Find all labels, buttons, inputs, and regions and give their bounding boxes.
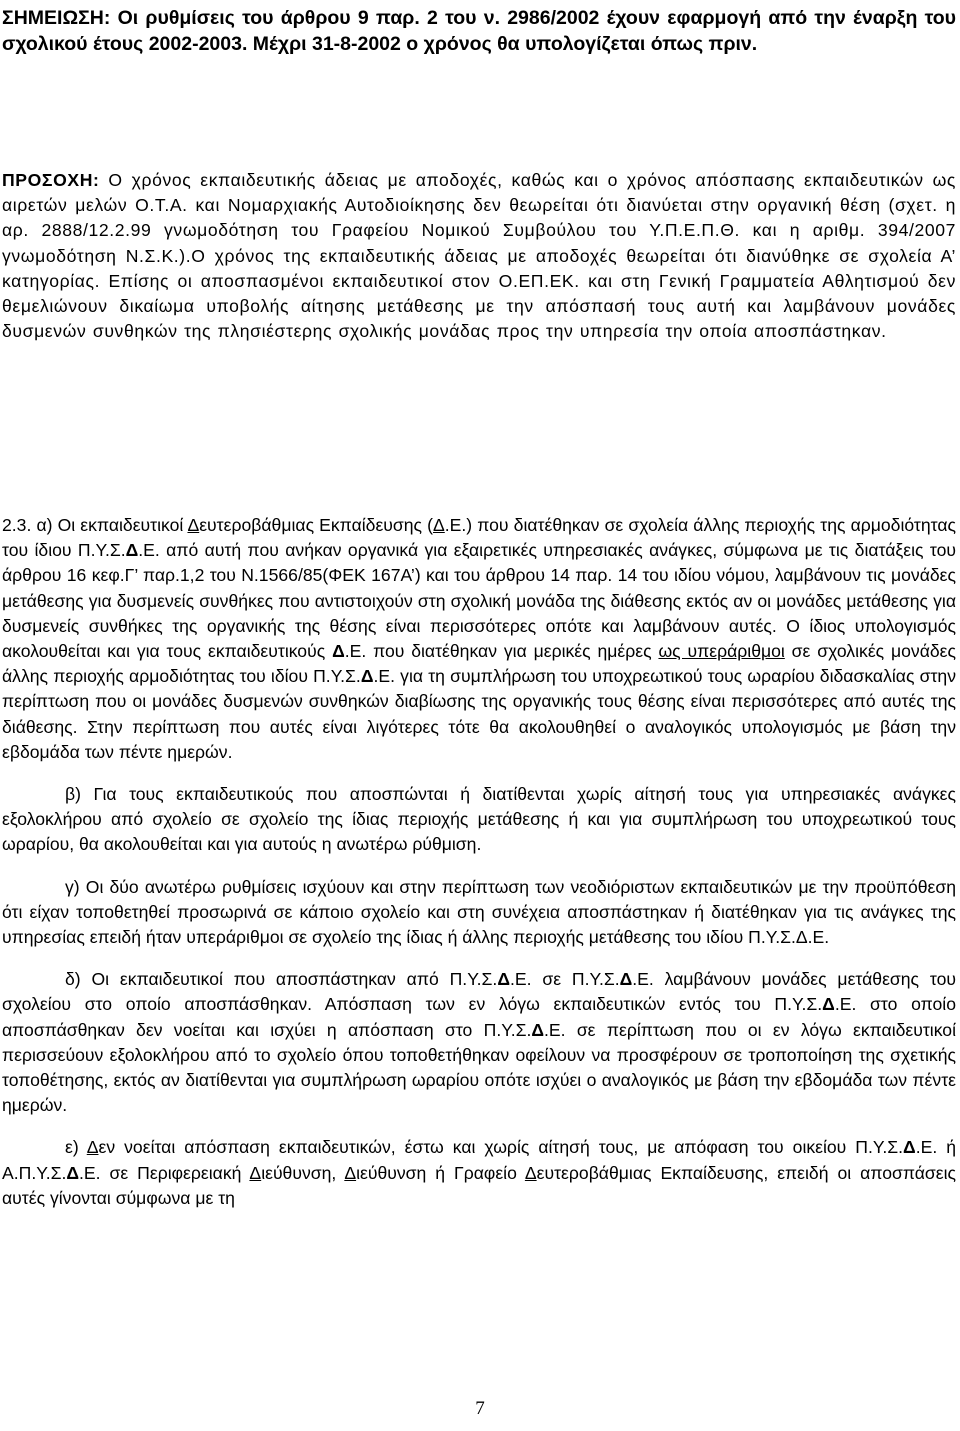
paragraph-b: β) Για τους εκπαιδευτικούς που αποσπώνται ή διατίθενται χωρίς αίτησή τους για υπηρεσιακές ανάγκες εξολοκλήρου από σχολείο σε σχολείο της ίδιας περιοχής μετάθεσης ή και για συμπλήρωση του υποχρεωτικού τους ωραρίου, θα ακολουθείται και για αυτούς η ανωτέρω ρύθμιση. xyxy=(2,784,956,855)
underlined-run: Δ xyxy=(524,1162,537,1183)
text-run: ιεύθυνση ή Γραφείο xyxy=(356,1162,525,1183)
bold-run: Δ xyxy=(822,994,835,1015)
text-run: .Ε. ή Α.Π.Υ.Σ. xyxy=(2,1137,956,1183)
text-run: σε σχολικές μονάδες άλλης περιοχής αρμοδιότητας του ιδίου Π.Υ.Σ. xyxy=(2,641,956,687)
text-run: ιεύθυνση, xyxy=(261,1162,345,1183)
text-run: .Ε. για τη συμπλήρωση του υποχρεωτικού τους ωραρίου διδασκαλίας στην περίπτωση που οι μονάδες δυσμενών συνθηκών διαβίωσης της οργανικής τους θέσης είναι περισσότερες από αυτές της διάθεσης. Στην περίπτωση που αυτές είναι λιγότερες τότε θα ακολουθηθεί ο αναλογικός υπολογισμός με βάση την εβδομάδα των πέντε ημερών. xyxy=(2,666,956,762)
paragraph-c: γ) Οι δύο ανωτέρω ρυθμίσεις ισχύουν και στην περίπτωση των νεοδιόριστων εκπαιδευτικών με την προϋπόθεση ότι είχαν τοποθετηθεί προσωρινά σε κάποιο σχολείο και στη συνέχεια αποσπάστηκαν ή διατέθηκαν για τις ανάγκες της υπηρεσίας επειδή ήταν υπεράριθμοι σε σχολείο της ίδιας ή άλλης περιοχής μετάθεσης του ιδίου Π.Υ.Σ.Δ.Ε. xyxy=(2,876,956,948)
page-number: 7 xyxy=(475,1398,485,1419)
text-run: ευτεροβάθμιας Εκπαίδευσης, επειδή οι αποσπάσεις αυτές γίνονται σύμφωνα με τη xyxy=(2,1162,957,1208)
text-run: .Ε. στο οποίο αποσπάσθηκαν δεν νοείται και ισχύει η απόσπαση στο Π.Υ.Σ. xyxy=(2,994,956,1040)
text-run: .Ε.) που διατέθηκαν σε σχολεία άλλης περιοχής της αρμοδιότητας του ίδιου Π.Υ.Σ. xyxy=(2,515,956,561)
attention-text: Ο χρόνος εκπαιδευτικής άδειας με αποδοχές, καθώς και ο χρόνος απόσπασης εκπαιδευτικών ως αιρετών μελών Ο.Τ.Α. και Νομαρχιακής Αυτοδιοίκησης δεν θεωρείται ότι διανύεται στην οργανική θέση (σχετ. η αρ. 2888/12.2.99 γνωμοδότηση του Γραφείου Νομικού Συμβούλου του Υ.Π.Ε.Π.Θ. και η αριθμ. 394/2007 γνωμοδότηση Ν.Σ.Κ.).Ο χρόνος της εκπαιδευτικής άδειας με αποδοχές θεωρείται ότι διανύθηκε σε σχολεία Α’ κατηγορίας. Επίσης οι αποσπασμένοι εκπαιδευτικοί στον Ο.ΕΠ.ΕΚ. και στη Γενική Γραμματεία Αθλητισμού δεν θεμελιώνουν δικαίωμα υποβολής αίτησης μετάθεσης με την απόσπασή τους αυτή και λαμβάνουν μονάδες δυσμενών συνθηκών της πλησιέστερης σχολικής μονάδας προς την υπηρεσία την οποία αποσπάστηκαν. xyxy=(2,170,956,342)
text-run: .Ε. που διατέθηκαν για μερικές ημέρες xyxy=(344,641,659,662)
text-run: .Ε. λαμβάνουν μονάδες μετάθεσης του σχολείου στο οποίο αποσπάσθηκαν. Απόσπαση των εν λόγω εκπαιδευτικών εντός του Π.Υ.Σ. xyxy=(2,969,956,1015)
note-label: ΣΗΜΕΙΩΣΗ: xyxy=(2,7,111,29)
bold-run: Δ xyxy=(619,969,633,990)
underlined-run: Δ xyxy=(344,1162,357,1183)
text-run: .Ε. σε Περιφερειακή xyxy=(79,1162,250,1183)
text-run: .Ε. σε Π.Υ.Σ. xyxy=(509,969,620,990)
text-run: 2.3. α) Οι εκπαιδευτικοί xyxy=(2,515,188,535)
text-run: δ) Οι εκπαιδευτικοί που αποσπάστηκαν από Π.Υ.Σ. xyxy=(65,969,498,990)
paragraph-d xyxy=(2,967,956,1118)
paragraph-e xyxy=(2,1135,956,1211)
underlined-run: Δ xyxy=(187,515,200,535)
spacer xyxy=(2,765,956,782)
bold-run: Δ xyxy=(332,641,345,662)
text-run: εν νοείται απόσπαση εκπαιδευτικών, έστω και χωρίς αίτησή τους, με απόφαση του οικείου Π.Υ.Σ. xyxy=(98,1137,904,1158)
underlined-run: ως υπεράριθμοι xyxy=(658,641,785,662)
text-run: .Ε. από αυτή που ανήκαν οργανικά για εξαιρετικές υπηρεσιακές ανάγκες, σύμφωνα με τις διατάξεις του άρθρου 16 κεφ.Γ’ παρ.1,2 του Ν.1566/85(ΦΕΚ 167Α’) και του άρθρου 14 παρ. 14 του ιδίου νόμου, λαμβάνουν τις μονάδες μετάθεσης για δυσμενείς συνθήκες που αντιστοιχούν στη σχολική μονάδα της διάθεσης εκτός αν οι μονάδες μετάθεσης για δυσμενείς συνθήκες της οργανικής της θέσης είναι περισσότερες οπότε και λαμβάνουν αυτές. Ο ίδιος υπολογισμός ακολουθείται και για τους εκπαιδευτικούς xyxy=(2,540,956,662)
bold-run: Δ xyxy=(125,540,139,561)
text-run: ε) xyxy=(65,1137,87,1158)
spacer xyxy=(2,1118,956,1135)
note-paragraph xyxy=(2,6,956,57)
underlined-run: Δ xyxy=(249,1162,262,1183)
underlined-run: Δ xyxy=(86,1137,99,1158)
underlined-run: Δ xyxy=(433,515,445,535)
bold-run: Δ xyxy=(903,1137,916,1158)
bold-run: Δ xyxy=(66,1162,80,1183)
bold-run: Δ xyxy=(360,666,374,687)
note-text: Οι ρυθμίσεις του άρθρου 9 παρ. 2 του ν. 2986/2002 έχουν εφαρμογή από την έναρξη του σχολικού έτους 2002-2003. Μέχρι 31-8-2002 ο χρόνος θα υπολογίζεται όπως πριν. xyxy=(2,7,956,55)
spacer xyxy=(2,858,956,875)
attention-paragraph xyxy=(2,168,956,344)
bold-run: Δ xyxy=(497,969,510,990)
attention-label: ΠΡΟΣΟΧΗ: xyxy=(2,170,100,190)
bold-run: Δ xyxy=(531,1019,544,1040)
attention-block xyxy=(2,168,956,344)
paragraph-a xyxy=(2,513,956,765)
section-2-3 xyxy=(2,513,956,1211)
text-run: ευτεροβάθμιας Εκπαίδευσης ( xyxy=(199,515,434,535)
spacer xyxy=(2,950,956,967)
text-run: .Ε. σε περίπτωση που οι εν λόγω εκπαιδευτικοί περισσεύουν εξολοκλήρου από το σχολείο όπου τοποθετήθηκαν οφείλουν να προσφέρουν σε τροποποίηση της σχετικής τοποθέτησης, εκτός αν διατίθενται για συμπλήρωση ωραρίου οπότε ισχύει ο αναλογικός με βάση την εβδομάδα των πέντε ημερών. xyxy=(2,1019,956,1116)
